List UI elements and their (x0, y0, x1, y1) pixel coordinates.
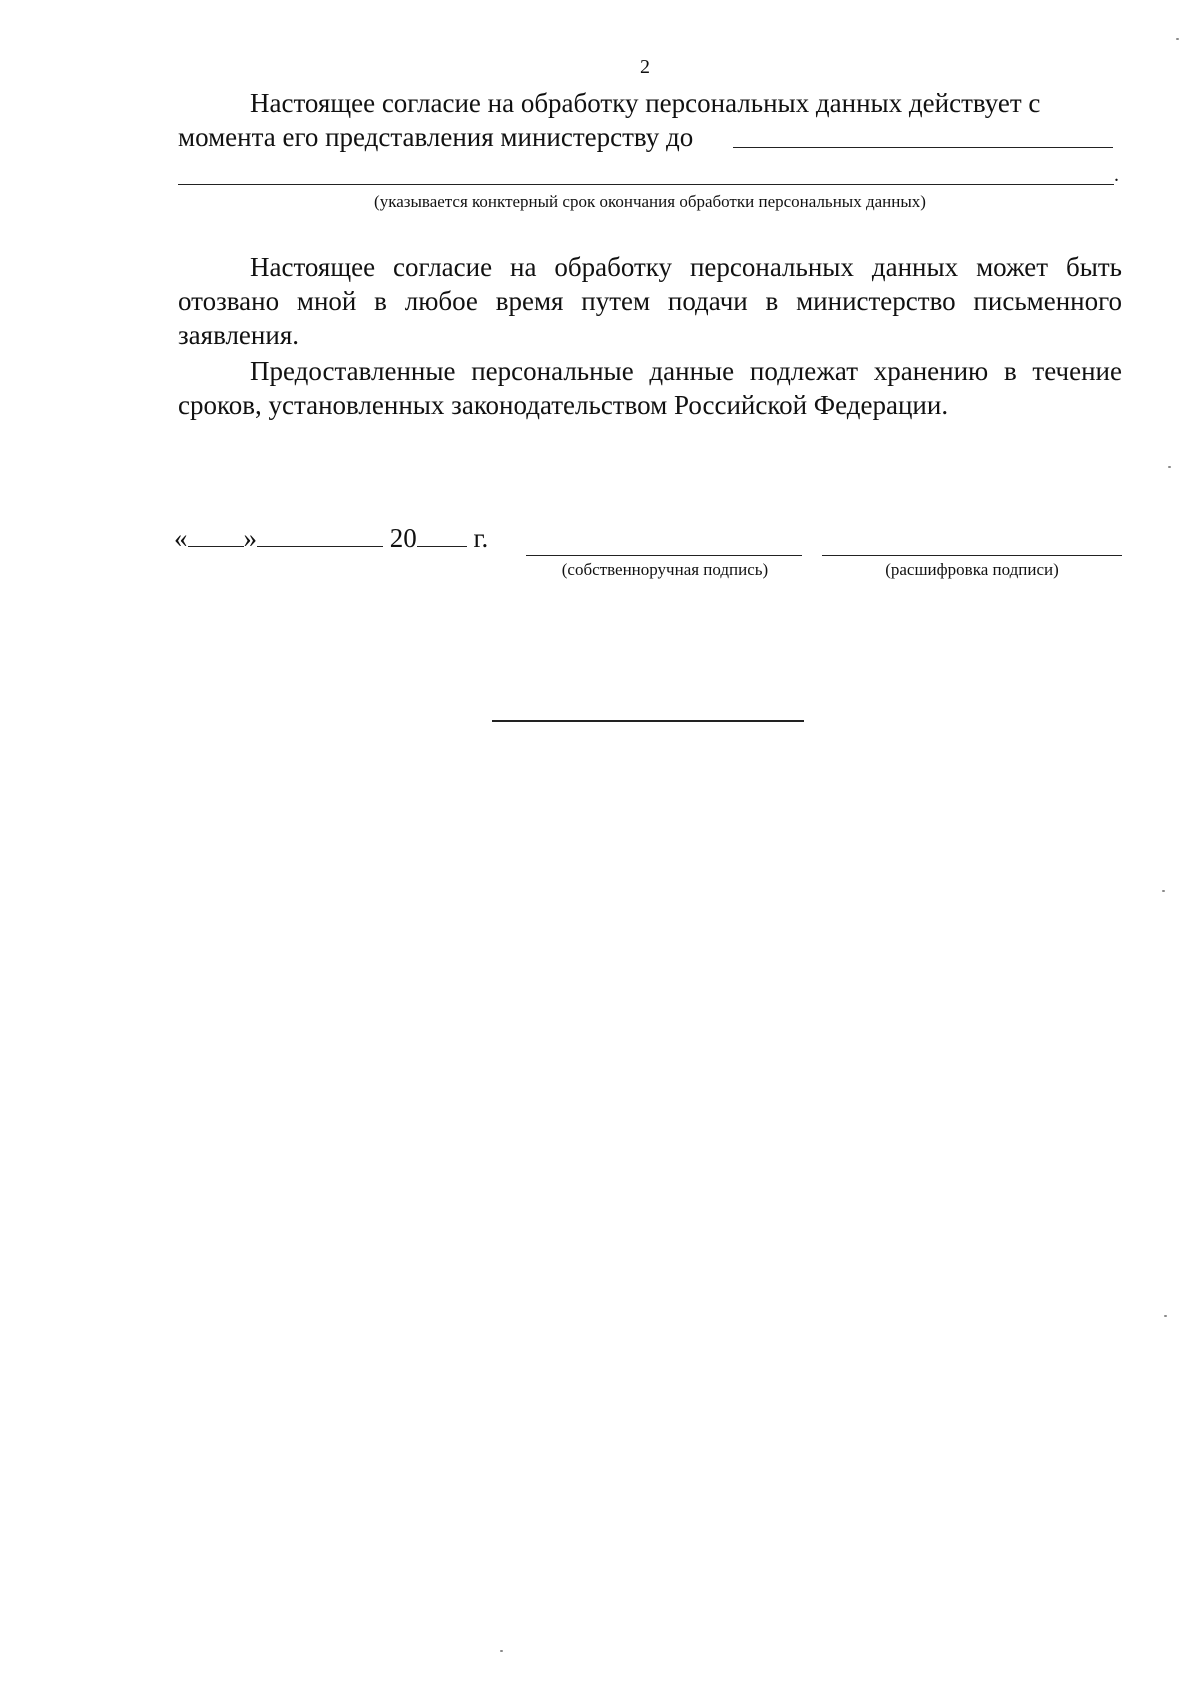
signature-line[interactable] (526, 555, 802, 556)
scan-speck (1164, 1315, 1167, 1317)
month-blank[interactable] (257, 520, 383, 547)
year-suffix: г. (473, 523, 489, 553)
end-rule (492, 720, 804, 722)
consent-validity-paragraph-continued: момента его представления министерству до (178, 122, 694, 152)
scan-speck (1176, 38, 1179, 40)
year-blank[interactable] (417, 520, 467, 547)
scan-speck (500, 1650, 503, 1652)
date-close-quote: » (243, 523, 257, 553)
signature-hint: (собственноручная подпись) (561, 560, 769, 579)
date-open-quote: « (174, 523, 188, 553)
term-hint: (указывается конктерный срок окончания обработки персональных данных) (374, 192, 926, 211)
year-prefix: 20 (389, 523, 417, 553)
term-blank-inline[interactable] (733, 147, 1113, 148)
revocation-paragraph: Настоящее согласие на обработку персональных данных может быть отозвано мной в любое время путем подачи в министерство письменного заявления. (178, 252, 1122, 350)
date-field (174, 520, 488, 554)
day-blank[interactable] (188, 520, 244, 547)
retention-paragraph: Предоставленные персональные данные подлежат хранению в течение сроков, установленных законодательством Российской Федерации. (178, 356, 1122, 420)
signature-decode-line[interactable] (822, 555, 1122, 556)
term-blank-full[interactable] (178, 184, 1114, 185)
consent-validity-paragraph: Настоящее согласие на обработку персональных данных действует с (250, 88, 1041, 118)
scan-speck (1168, 466, 1171, 468)
page-number: 2 (640, 56, 650, 78)
signature-decode-hint: (расшифровка подписи) (885, 560, 1059, 579)
term-period: . (1114, 164, 1119, 186)
scan-speck (1162, 890, 1165, 892)
